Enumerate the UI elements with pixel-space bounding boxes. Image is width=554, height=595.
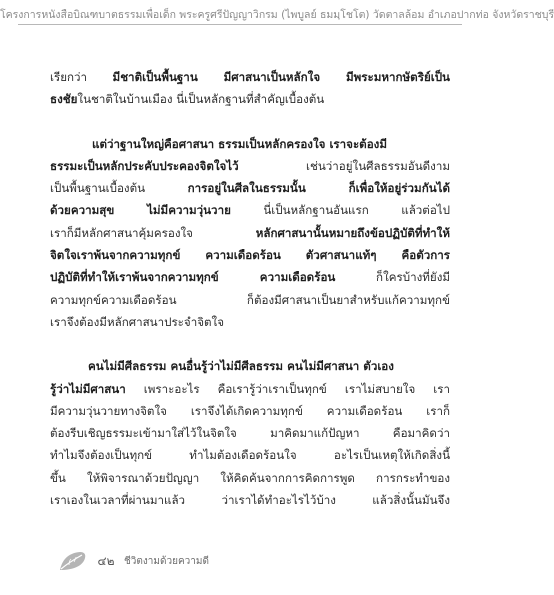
text-line (50, 400, 450, 422)
bold-text-run: ด้วยความสุข ไม่มีความวุ่นวาย (50, 203, 231, 218)
page-number: ๔๒ (97, 553, 115, 568)
text-run: มีความวุ่นวายทางจิตใจ เราจึงได้เกิดความทุกข์ ความเดือดร้อน เราก็ (50, 403, 450, 418)
text-run: ความทุกข์ความเดือดร้อน ก็ต้องมีศาสนาเป็นยาสำหรับแก้ความทุกข์ (50, 292, 450, 307)
text-run: ขึ้น ให้พิจารณาด้วยปัญญา ให้คิดค้นจากการคิดการพูด การกระทำของ (50, 470, 450, 485)
text-run: เป็นพื้นฐานเบื้องต้น (50, 181, 188, 196)
text-line (50, 422, 450, 444)
text-line (50, 467, 450, 489)
leaf-icon (58, 550, 88, 572)
bold-text-run: มีชาติเป็นพื้นฐาน มีศาสนาเป็นหลักใจ มีพระมหากษัตริย์เป็น (112, 70, 450, 84)
bold-text-run: คนไม่มีศีลธรรม คนอื่นรู้ว่าไม่มีศีลธรรม คนไม่มีศาสนา ตัวเอง (88, 359, 394, 374)
body-text (50, 66, 450, 533)
text-line (50, 222, 450, 244)
bold-text-run: ธงชัย (50, 92, 78, 107)
bold-text-run: รู้ว่าไม่มีศาสนา (50, 381, 126, 396)
bold-text-run: การอยู่ในศีลในธรรมนั้น ก็เพื่อให้อยู่ร่วมกันได้ (187, 181, 450, 196)
text-line (50, 66, 450, 88)
page-footer (58, 548, 209, 574)
paragraph-3 (50, 355, 450, 511)
text-line (50, 489, 450, 511)
text-run: เช่นว่าอยู่ในศีลธรรมอันดีงาม (238, 158, 450, 173)
text-line (50, 199, 450, 221)
text-line (50, 266, 450, 288)
text-run: เราจึงต้องมีหลักศาสนาประจำจิตใจ (50, 314, 224, 329)
bold-text-run: หลักศาสนานั้นหมายถึงข้อปฏิบัติที่ทำให้ (255, 225, 450, 240)
text-run: เราเองในเวลาที่ผ่านมาแล้ว ว่าเราได้ทำอะไรไว้บ้าง แล้วสิ่งนั้นมันจึง (50, 493, 450, 508)
text-line (50, 289, 450, 311)
text-line (50, 155, 450, 177)
bold-text-run: แต่ว่าฐานใหญ่คือศาสนา ธรรมเป็นหลักครองใจ เราจะต้องมี (92, 136, 387, 151)
text-line (50, 177, 450, 199)
text-line (50, 378, 450, 400)
paragraph-1 (50, 66, 450, 111)
text-run: ก็ใครบ้างที่ยังมี (335, 270, 450, 285)
text-run: ต้องรีบเชิญธรรมะเข้ามาใส่ไว้ในจิตใจ มาคิดมาแก้ปัญหา คือมาคิดว่า (50, 426, 450, 441)
running-header: โครงการหนังสือบิณฑบาตธรรมเพื่อเด็ก พระครูศรีปัญญาวิกรม (ไพบูลย์ ธมมฺโชโต) วัดตาลล้อม อำเภอปากท่อ จังหวัดราชบุรี (0, 9, 554, 21)
bold-text-run: ปฏิบัติที่ทำให้เราพ้นจากความทุกข์ ความเดือดร้อน (50, 270, 336, 285)
text-line (50, 311, 450, 333)
bold-text-run: จิตใจเราพ้นจากความทุกข์ ความเดือดร้อน ตัวศาสนาแท้ๆ คือตัวการ (50, 248, 450, 263)
text-line (50, 355, 450, 377)
text-line (50, 444, 450, 466)
header-divider (18, 24, 462, 25)
text-run: ในชาติในบ้านเมือง นี่เป็นหลักฐานที่สำคัญเบื้องต้น (77, 92, 325, 107)
book-title: ชีวิตงามด้วยความดี (124, 555, 209, 567)
text-run: เรียกว่า (50, 70, 113, 84)
text-run: เพราะอะไร คือเรารู้ว่าเราเป็นทุกข์ เราไม่สบายใจ เรา (125, 381, 450, 396)
text-line (50, 133, 450, 155)
paragraph-2 (50, 133, 450, 334)
text-run: ทำไมจึงต้องเป็นทุกข์ ทำไมต้องเดือดร้อนใจ อะไรเป็นเหตุให้เกิดสิ่งนี้ (50, 448, 450, 463)
text-run: เราก็มีหลักศาสนาคุ้มครองใจ (50, 225, 256, 240)
text-run: นี่เป็นหลักฐานอันแรก แล้วต่อไป (230, 203, 450, 218)
text-line (50, 88, 450, 110)
bold-text-run: ธรรมะเป็นหลักประคับประคองจิตใจไว้ (50, 158, 239, 173)
text-line (50, 244, 450, 266)
